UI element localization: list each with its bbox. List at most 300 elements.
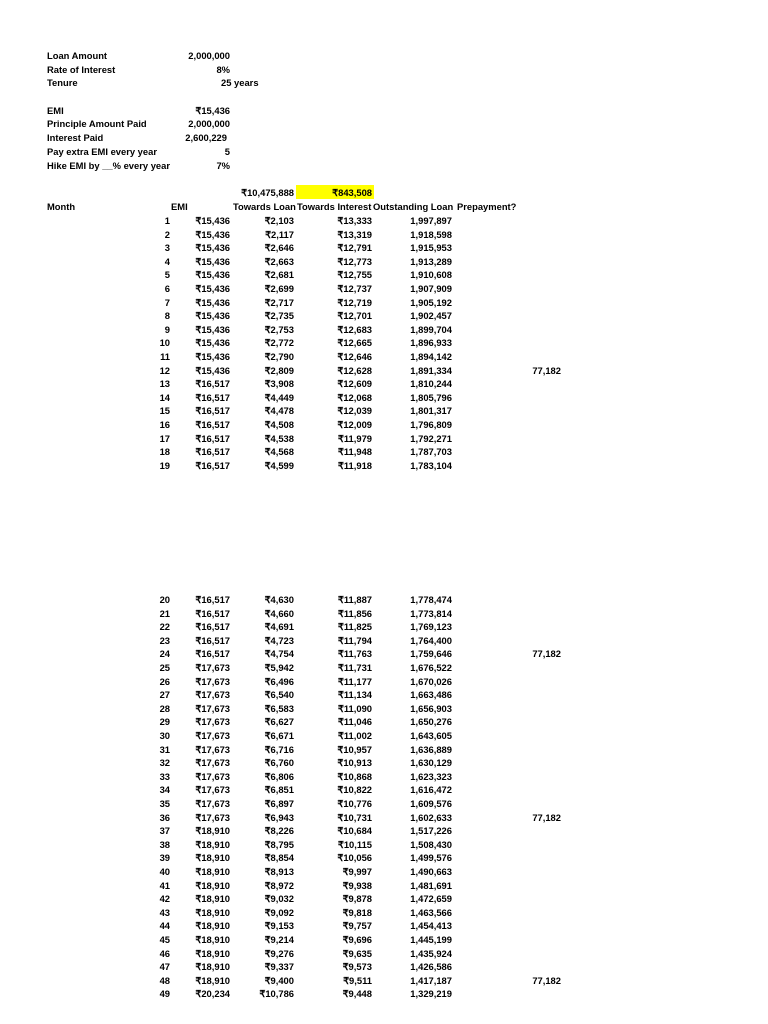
month-cell: 48 bbox=[159, 974, 170, 986]
month-cell: 28 bbox=[159, 702, 170, 714]
towards-loan-cell: ₹6,496 bbox=[264, 675, 294, 687]
towards-loan-cell: ₹9,337 bbox=[264, 961, 294, 973]
towards-interest-cell: ₹12,719 bbox=[337, 296, 372, 308]
month-cell: 33 bbox=[159, 770, 170, 782]
month-cell: 31 bbox=[159, 743, 170, 755]
emi-cell: ₹15,436 bbox=[195, 283, 230, 294]
outstanding-loan-cell: 1,623,323 bbox=[410, 770, 452, 782]
outstanding-loan-cell: 1,602,633 bbox=[410, 811, 452, 823]
towards-loan-cell: ₹2,809 bbox=[264, 364, 294, 376]
towards-interest-cell: ₹12,737 bbox=[337, 283, 372, 294]
table-row bbox=[0, 690, 768, 704]
outstanding-loan-cell: 1,918,598 bbox=[410, 228, 452, 240]
towards-interest-cell: ₹9,757 bbox=[342, 920, 372, 932]
interest-paid-label: Interest Paid bbox=[47, 132, 104, 143]
emi-value: ₹15,436 bbox=[195, 105, 230, 116]
month-cell: 23 bbox=[159, 634, 170, 646]
emi-cell: ₹17,673 bbox=[195, 662, 230, 673]
month-cell: 1 bbox=[164, 215, 170, 226]
towards-loan-cell: ₹4,691 bbox=[264, 621, 294, 633]
towards-loan-total: ₹10,475,888 bbox=[241, 187, 294, 198]
table-row bbox=[0, 894, 768, 908]
table-row bbox=[0, 270, 768, 284]
towards-interest-cell: ₹9,818 bbox=[342, 906, 372, 918]
outstanding-loan-cell: 1,643,605 bbox=[410, 730, 452, 741]
emi-cell: ₹18,910 bbox=[195, 838, 230, 850]
table-row bbox=[0, 434, 768, 448]
towards-interest-cell: ₹10,822 bbox=[337, 784, 372, 796]
month-cell: 35 bbox=[159, 798, 170, 809]
outstanding-loan-cell: 1,759,646 bbox=[410, 648, 452, 660]
towards-interest-cell: ₹11,134 bbox=[337, 689, 372, 701]
header-towards-loan: Towards Loan bbox=[233, 201, 296, 212]
towards-loan-cell: ₹2,681 bbox=[264, 269, 294, 281]
outstanding-loan-cell: 1,997,897 bbox=[410, 215, 452, 226]
prepayment-cell: 77,182 bbox=[532, 364, 561, 376]
month-cell: 10 bbox=[159, 337, 170, 349]
emi-cell: ₹16,517 bbox=[195, 405, 230, 417]
outstanding-loan-cell: 1,902,457 bbox=[410, 310, 452, 322]
towards-loan-cell: ₹6,583 bbox=[264, 702, 294, 714]
towards-interest-cell: ₹9,511 bbox=[343, 974, 372, 986]
table-row bbox=[0, 298, 768, 312]
towards-loan-cell: ₹6,671 bbox=[264, 730, 294, 741]
month-cell: 16 bbox=[159, 419, 170, 430]
towards-loan-cell: ₹9,092 bbox=[264, 906, 294, 918]
towards-loan-cell: ₹9,214 bbox=[264, 934, 294, 945]
emi-cell: ₹16,517 bbox=[195, 594, 230, 605]
towards-interest-cell: ₹11,046 bbox=[337, 716, 372, 728]
table-row bbox=[0, 826, 768, 840]
table-row bbox=[0, 325, 768, 339]
table-row bbox=[0, 311, 768, 325]
table-row bbox=[0, 758, 768, 772]
table-row bbox=[0, 704, 768, 718]
outstanding-loan-cell: 1,801,317 bbox=[410, 405, 452, 417]
towards-interest-cell: ₹9,878 bbox=[342, 893, 372, 905]
table-row bbox=[0, 867, 768, 881]
emi-cell: ₹18,910 bbox=[195, 866, 230, 877]
table-row bbox=[0, 976, 768, 990]
emi-cell: ₹18,910 bbox=[195, 934, 230, 945]
towards-loan-cell: ₹2,646 bbox=[264, 242, 294, 254]
towards-loan-cell: ₹5,942 bbox=[264, 662, 294, 673]
towards-loan-cell: ₹6,760 bbox=[264, 757, 294, 769]
towards-interest-cell: ₹11,948 bbox=[337, 446, 372, 458]
towards-interest-cell: ₹12,791 bbox=[337, 242, 372, 254]
table-row bbox=[0, 366, 768, 380]
month-cell: 14 bbox=[159, 391, 170, 403]
emi-cell: ₹18,910 bbox=[195, 920, 230, 932]
month-cell: 44 bbox=[159, 920, 170, 932]
emi-cell: ₹17,673 bbox=[195, 702, 230, 714]
outstanding-loan-cell: 1,481,691 bbox=[410, 879, 452, 891]
towards-loan-cell: ₹9,276 bbox=[264, 947, 294, 959]
towards-loan-cell: ₹4,599 bbox=[264, 459, 294, 471]
emi-cell: ₹17,673 bbox=[195, 811, 230, 823]
outstanding-loan-cell: 1,670,026 bbox=[410, 675, 452, 687]
emi-cell: ₹15,436 bbox=[195, 255, 230, 267]
emi-cell: ₹16,517 bbox=[195, 419, 230, 430]
emi-cell: ₹17,673 bbox=[195, 757, 230, 769]
loan-amount-label: Loan Amount bbox=[47, 50, 108, 61]
towards-interest-cell: ₹11,825 bbox=[337, 621, 372, 633]
month-cell: 39 bbox=[159, 852, 170, 864]
loan-amount-value: 2,000,000 bbox=[188, 50, 230, 61]
month-cell: 36 bbox=[159, 811, 170, 823]
outstanding-loan-cell: 1,616,472 bbox=[410, 784, 452, 796]
emi-cell: ₹17,673 bbox=[195, 784, 230, 796]
table-row bbox=[0, 393, 768, 407]
towards-interest-cell: ₹12,039 bbox=[337, 405, 372, 417]
emi-cell: ₹17,673 bbox=[195, 675, 230, 687]
towards-interest-cell: ₹10,115 bbox=[337, 838, 372, 850]
header-prepayment: Prepayment? bbox=[457, 201, 517, 212]
month-cell: 47 bbox=[159, 961, 170, 973]
principal-paid-value: 2,000,000 bbox=[188, 118, 230, 129]
emi-cell: ₹16,517 bbox=[195, 391, 230, 403]
outstanding-loan-cell: 1,609,576 bbox=[410, 798, 452, 809]
towards-loan-cell: ₹8,854 bbox=[264, 852, 294, 864]
towards-interest-cell: ₹10,868 bbox=[337, 770, 372, 782]
towards-loan-cell: ₹2,103 bbox=[264, 215, 294, 226]
emi-cell: ₹16,517 bbox=[195, 607, 230, 619]
outstanding-loan-cell: 1,454,413 bbox=[410, 920, 452, 932]
outstanding-loan-cell: 1,894,142 bbox=[410, 351, 452, 362]
header-towards-interest: Towards Interest bbox=[297, 201, 372, 212]
towards-loan-cell: ₹4,449 bbox=[264, 391, 294, 403]
towards-interest-cell: ₹12,701 bbox=[337, 310, 372, 322]
towards-loan-cell: ₹6,806 bbox=[264, 770, 294, 782]
table-row bbox=[0, 338, 768, 352]
towards-loan-cell: ₹2,753 bbox=[264, 323, 294, 335]
towards-interest-cell: ₹12,628 bbox=[337, 364, 372, 376]
emi-cell: ₹17,673 bbox=[195, 730, 230, 741]
hike-emi-value: 7% bbox=[216, 160, 230, 171]
towards-interest-cell: ₹9,448 bbox=[342, 988, 372, 1000]
outstanding-loan-cell: 1,656,903 bbox=[410, 702, 452, 714]
table-row bbox=[0, 731, 768, 745]
towards-interest-cell: ₹12,068 bbox=[337, 391, 372, 403]
emi-cell: ₹15,436 bbox=[195, 215, 230, 226]
outstanding-loan-cell: 1,899,704 bbox=[410, 323, 452, 335]
table-row bbox=[0, 609, 768, 623]
emi-cell: ₹17,673 bbox=[195, 689, 230, 701]
month-cell: 18 bbox=[159, 446, 170, 458]
towards-loan-cell: ₹9,032 bbox=[264, 893, 294, 905]
table-row bbox=[0, 772, 768, 786]
header-emi: EMI bbox=[171, 201, 188, 212]
outstanding-loan-cell: 1,463,566 bbox=[410, 906, 452, 918]
emi-cell: ₹15,436 bbox=[195, 351, 230, 362]
month-cell: 17 bbox=[159, 432, 170, 444]
emi-cell: ₹15,436 bbox=[195, 323, 230, 335]
outstanding-loan-cell: 1,796,809 bbox=[410, 419, 452, 430]
towards-loan-cell: ₹8,972 bbox=[264, 879, 294, 891]
emi-cell: ₹16,517 bbox=[195, 459, 230, 471]
emi-cell: ₹17,673 bbox=[195, 743, 230, 755]
emi-cell: ₹17,673 bbox=[195, 798, 230, 809]
month-cell: 4 bbox=[164, 255, 170, 267]
towards-interest-cell: ₹11,177 bbox=[337, 675, 372, 687]
towards-loan-cell: ₹4,508 bbox=[264, 419, 294, 430]
outstanding-loan-cell: 1,805,796 bbox=[410, 391, 452, 403]
table-row bbox=[0, 799, 768, 813]
towards-loan-cell: ₹8,795 bbox=[264, 838, 294, 850]
towards-loan-cell: ₹6,627 bbox=[264, 716, 294, 728]
table-row bbox=[0, 284, 768, 298]
table-row bbox=[0, 745, 768, 759]
table-row bbox=[0, 921, 768, 935]
towards-loan-cell: ₹6,716 bbox=[264, 743, 294, 755]
towards-interest-cell: ₹12,755 bbox=[337, 269, 372, 281]
towards-loan-cell: ₹2,663 bbox=[264, 255, 294, 267]
prepayment-cell: 77,182 bbox=[532, 648, 561, 660]
outstanding-loan-cell: 1,783,104 bbox=[410, 459, 452, 471]
month-cell: 13 bbox=[159, 378, 170, 390]
emi-cell: ₹18,910 bbox=[195, 974, 230, 986]
table-row bbox=[0, 840, 768, 854]
table-row bbox=[0, 447, 768, 461]
table-row bbox=[0, 908, 768, 922]
towards-loan-cell: ₹2,735 bbox=[264, 310, 294, 322]
table-row bbox=[0, 406, 768, 420]
emi-cell: ₹18,910 bbox=[195, 893, 230, 905]
towards-loan-cell: ₹2,772 bbox=[264, 337, 294, 349]
outstanding-loan-cell: 1,915,953 bbox=[410, 242, 452, 254]
month-cell: 26 bbox=[159, 675, 170, 687]
outstanding-loan-cell: 1,417,187 bbox=[410, 974, 452, 986]
month-cell: 40 bbox=[159, 866, 170, 877]
outstanding-loan-cell: 1,905,192 bbox=[410, 296, 452, 308]
month-cell: 9 bbox=[164, 323, 170, 335]
tenure-value: 25 years bbox=[221, 77, 259, 88]
towards-interest-cell: ₹11,887 bbox=[337, 594, 372, 605]
towards-interest-cell: ₹11,856 bbox=[337, 607, 372, 619]
emi-cell: ₹16,517 bbox=[195, 432, 230, 444]
month-cell: 2 bbox=[164, 228, 170, 240]
towards-loan-cell: ₹9,153 bbox=[264, 920, 294, 932]
month-cell: 30 bbox=[159, 730, 170, 741]
towards-interest-cell: ₹12,609 bbox=[337, 378, 372, 390]
month-cell: 8 bbox=[164, 310, 170, 322]
towards-interest-cell: ₹12,683 bbox=[337, 323, 372, 335]
emi-cell: ₹18,910 bbox=[195, 879, 230, 891]
emi-cell: ₹15,436 bbox=[195, 337, 230, 349]
towards-loan-cell: ₹4,478 bbox=[264, 405, 294, 417]
table-row bbox=[0, 379, 768, 393]
towards-loan-cell: ₹4,630 bbox=[264, 594, 294, 605]
month-cell: 45 bbox=[159, 934, 170, 945]
emi-cell: ₹20,234 bbox=[195, 988, 230, 1000]
outstanding-loan-cell: 1,508,430 bbox=[410, 838, 452, 850]
table-row bbox=[0, 949, 768, 963]
outstanding-loan-cell: 1,778,474 bbox=[410, 594, 452, 605]
table-row bbox=[0, 649, 768, 663]
table-row bbox=[0, 622, 768, 636]
emi-cell: ₹15,436 bbox=[195, 310, 230, 322]
month-cell: 37 bbox=[159, 825, 170, 837]
towards-loan-cell: ₹10,786 bbox=[259, 988, 294, 1000]
towards-interest-cell: ₹11,794 bbox=[337, 634, 372, 646]
tenure-label: Tenure bbox=[47, 77, 78, 88]
emi-cell: ₹18,910 bbox=[195, 906, 230, 918]
month-cell: 27 bbox=[159, 689, 170, 701]
towards-interest-cell: ₹13,333 bbox=[337, 215, 372, 226]
towards-interest-cell: ₹11,002 bbox=[337, 730, 372, 741]
prepayment-cell: 77,182 bbox=[532, 974, 561, 986]
towards-loan-cell: ₹2,117 bbox=[265, 228, 294, 240]
month-cell: 38 bbox=[159, 838, 170, 850]
month-cell: 6 bbox=[164, 283, 170, 294]
rate-value: 8% bbox=[216, 64, 230, 75]
header-month: Month bbox=[47, 201, 76, 212]
month-cell: 15 bbox=[159, 405, 170, 417]
outstanding-loan-cell: 1,630,129 bbox=[410, 757, 452, 769]
towards-interest-cell: ₹9,635 bbox=[342, 947, 372, 959]
month-cell: 41 bbox=[159, 879, 170, 891]
towards-loan-cell: ₹6,540 bbox=[264, 689, 294, 701]
principal-paid-label: Principle Amount Paid bbox=[47, 118, 147, 129]
outstanding-loan-cell: 1,764,400 bbox=[410, 634, 452, 646]
table-row bbox=[0, 636, 768, 650]
towards-loan-cell: ₹2,790 bbox=[264, 351, 294, 362]
towards-interest-cell: ₹12,646 bbox=[337, 351, 372, 362]
outstanding-loan-cell: 1,910,608 bbox=[410, 269, 452, 281]
outstanding-loan-cell: 1,426,586 bbox=[410, 961, 452, 973]
emi-cell: ₹15,436 bbox=[195, 228, 230, 240]
outstanding-loan-cell: 1,773,814 bbox=[410, 607, 452, 619]
towards-interest-cell: ₹12,009 bbox=[337, 419, 372, 430]
rate-label: Rate of Interest bbox=[47, 64, 116, 75]
emi-cell: ₹17,673 bbox=[195, 716, 230, 728]
table-row bbox=[0, 677, 768, 691]
emi-cell: ₹16,517 bbox=[195, 446, 230, 458]
emi-cell: ₹16,517 bbox=[195, 378, 230, 390]
towards-loan-cell: ₹3,908 bbox=[264, 378, 294, 390]
towards-loan-cell: ₹6,943 bbox=[264, 811, 294, 823]
outstanding-loan-cell: 1,896,933 bbox=[410, 337, 452, 349]
towards-interest-cell: ₹10,684 bbox=[337, 825, 372, 837]
month-cell: 20 bbox=[159, 594, 170, 605]
outstanding-loan-cell: 1,636,889 bbox=[410, 743, 452, 755]
towards-interest-cell: ₹13,319 bbox=[337, 228, 372, 240]
table-row bbox=[0, 785, 768, 799]
table-row bbox=[0, 352, 768, 366]
month-cell: 24 bbox=[159, 648, 170, 660]
emi-cell: ₹18,910 bbox=[195, 961, 230, 973]
outstanding-loan-cell: 1,445,199 bbox=[410, 934, 452, 945]
towards-loan-cell: ₹4,723 bbox=[264, 634, 294, 646]
outstanding-loan-cell: 1,907,909 bbox=[410, 283, 452, 294]
towards-loan-cell: ₹4,660 bbox=[264, 607, 294, 619]
month-cell: 25 bbox=[159, 662, 170, 673]
towards-interest-cell: ₹9,696 bbox=[342, 934, 372, 945]
table-row bbox=[0, 962, 768, 976]
prepayment-cell: 77,182 bbox=[532, 811, 561, 823]
interest-paid-value: 2,600,229 bbox=[185, 132, 227, 143]
table-row bbox=[0, 813, 768, 827]
outstanding-loan-cell: 1,472,659 bbox=[410, 893, 452, 905]
towards-loan-cell: ₹8,226 bbox=[264, 825, 294, 837]
towards-loan-cell: ₹6,897 bbox=[264, 798, 294, 809]
towards-loan-cell: ₹2,717 bbox=[264, 296, 294, 308]
towards-interest-total: ₹843,508 bbox=[332, 187, 372, 198]
month-cell: 32 bbox=[159, 757, 170, 769]
towards-loan-cell: ₹2,699 bbox=[264, 283, 294, 294]
table-row bbox=[0, 230, 768, 244]
outstanding-loan-cell: 1,676,522 bbox=[410, 662, 452, 673]
table-row bbox=[0, 420, 768, 434]
towards-loan-cell: ₹9,400 bbox=[264, 974, 294, 986]
month-cell: 29 bbox=[159, 716, 170, 728]
table-row bbox=[0, 243, 768, 257]
towards-loan-cell: ₹6,851 bbox=[264, 784, 294, 796]
towards-loan-cell: ₹4,568 bbox=[264, 446, 294, 458]
towards-interest-cell: ₹9,997 bbox=[342, 866, 372, 877]
towards-interest-cell: ₹11,731 bbox=[337, 662, 372, 673]
month-cell: 43 bbox=[159, 906, 170, 918]
emi-cell: ₹18,910 bbox=[195, 852, 230, 864]
towards-interest-cell: ₹11,090 bbox=[337, 702, 372, 714]
towards-interest-cell: ₹12,665 bbox=[337, 337, 372, 349]
outstanding-loan-cell: 1,650,276 bbox=[410, 716, 452, 728]
outstanding-loan-cell: 1,490,663 bbox=[410, 866, 452, 877]
outstanding-loan-cell: 1,663,486 bbox=[410, 689, 452, 701]
emi-cell: ₹16,517 bbox=[195, 648, 230, 660]
hike-emi-label: Hike EMI by __% every year bbox=[47, 160, 170, 171]
towards-interest-cell: ₹11,763 bbox=[337, 648, 372, 660]
table-row bbox=[0, 989, 768, 1003]
outstanding-loan-cell: 1,891,334 bbox=[410, 364, 452, 376]
header-outstanding-loan: Outstanding Loan bbox=[373, 201, 454, 212]
towards-loan-cell: ₹4,754 bbox=[264, 648, 294, 660]
table-row bbox=[0, 853, 768, 867]
towards-interest-cell: ₹11,918 bbox=[337, 459, 372, 471]
table-row bbox=[0, 257, 768, 271]
table-row bbox=[0, 881, 768, 895]
outstanding-loan-cell: 1,792,271 bbox=[410, 432, 452, 444]
emi-cell: ₹17,673 bbox=[195, 770, 230, 782]
month-cell: 34 bbox=[159, 784, 170, 796]
month-cell: 11 bbox=[160, 351, 170, 362]
towards-interest-cell: ₹10,957 bbox=[337, 743, 372, 755]
towards-interest-cell: ₹9,573 bbox=[342, 961, 372, 973]
emi-cell: ₹15,436 bbox=[195, 269, 230, 281]
outstanding-loan-cell: 1,329,219 bbox=[410, 988, 452, 1000]
month-cell: 7 bbox=[164, 296, 170, 308]
extra-emi-value: 5 bbox=[224, 146, 230, 157]
towards-interest-cell: ₹10,913 bbox=[337, 757, 372, 769]
table-row bbox=[0, 461, 768, 475]
table-row bbox=[0, 216, 768, 230]
outstanding-loan-cell: 1,810,244 bbox=[410, 378, 452, 390]
month-cell: 22 bbox=[159, 621, 170, 633]
table-row bbox=[0, 717, 768, 731]
outstanding-loan-cell: 1,435,924 bbox=[410, 947, 452, 959]
month-cell: 5 bbox=[164, 269, 170, 281]
emi-cell: ₹16,517 bbox=[195, 621, 230, 633]
towards-interest-cell: ₹12,773 bbox=[337, 255, 372, 267]
outstanding-loan-cell: 1,769,123 bbox=[410, 621, 452, 633]
month-cell: 42 bbox=[159, 893, 170, 905]
emi-cell: ₹16,517 bbox=[195, 634, 230, 646]
outstanding-loan-cell: 1,499,576 bbox=[410, 852, 452, 864]
table-row bbox=[0, 663, 768, 677]
emi-cell: ₹15,436 bbox=[195, 364, 230, 376]
month-cell: 12 bbox=[159, 364, 170, 376]
month-cell: 49 bbox=[159, 988, 170, 1000]
